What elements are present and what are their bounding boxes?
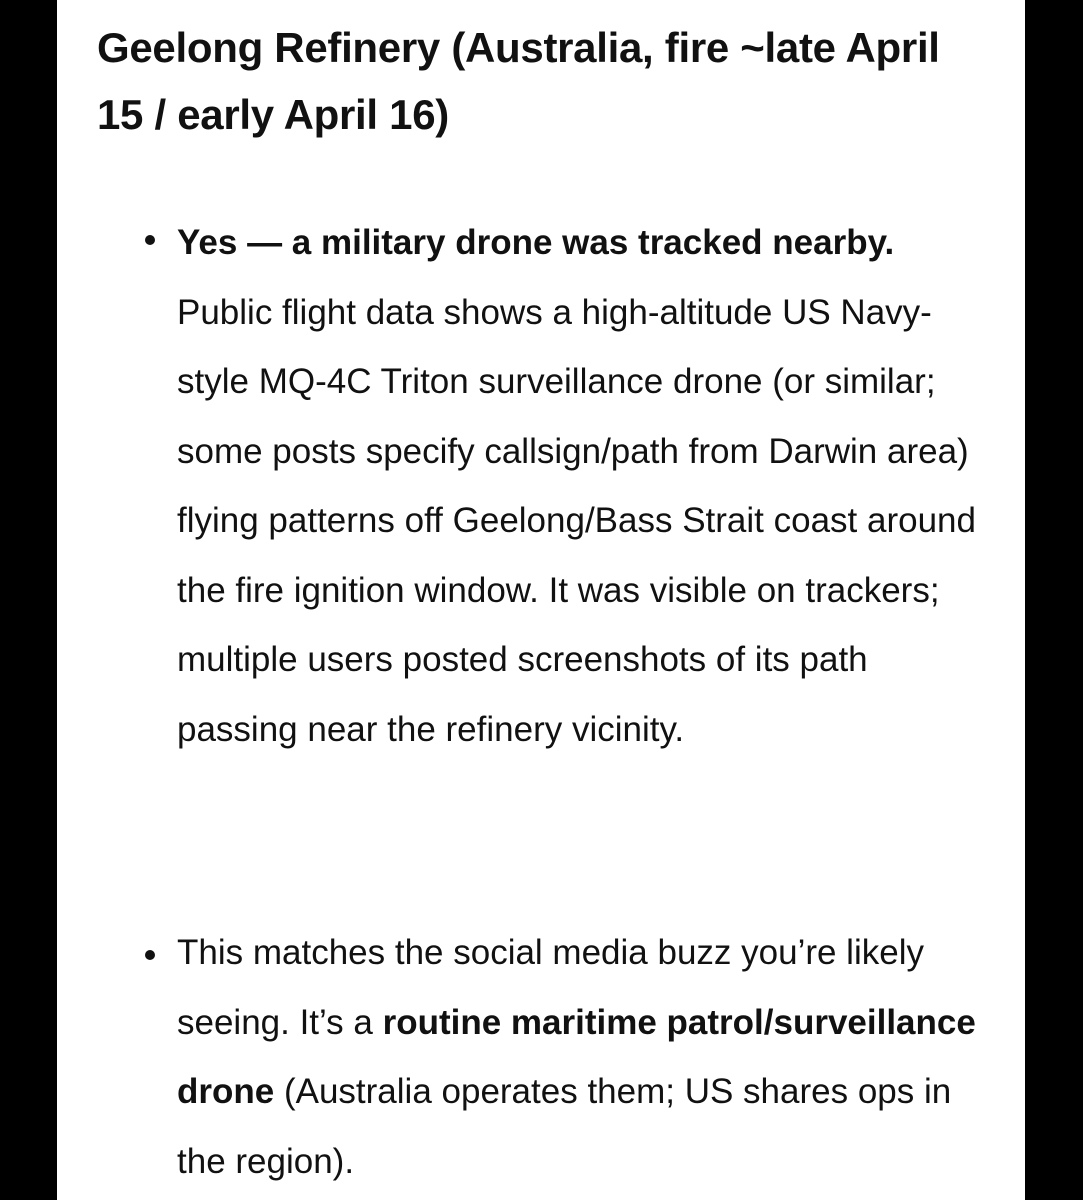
body-text: This matches the social media buzz you’re likely seeing. It’s a <box>177 933 924 1042</box>
list-item-text <box>177 208 987 764</box>
bullet-dot-icon <box>145 235 155 245</box>
bold-lead-text: Yes — a military drone was tracked nearby. <box>177 223 895 262</box>
body-text-after: (Australia operates them; US shares ops in the region). <box>177 1072 952 1181</box>
bullet-dot-icon <box>145 950 155 960</box>
body-text: Public flight data shows a high-altitude US Navy-style MQ-4C Triton surveillance drone (or similar; some posts specify callsign/path from Darwin area) flying patterns off Geelong/Bass Strait coast around the fire ignition window. It was visible on trackers; multiple users posted screenshots of its path passing near the refinery vicinity. <box>177 292 976 749</box>
post-content-panel <box>57 0 1025 1200</box>
section-heading: Geelong Refinery (Australia, fire ~late April 15 / early April 16) <box>97 24 940 138</box>
list-item-text <box>177 918 987 1196</box>
bold-inline-text: routine maritime patrol/surveillance drone <box>177 1002 976 1111</box>
